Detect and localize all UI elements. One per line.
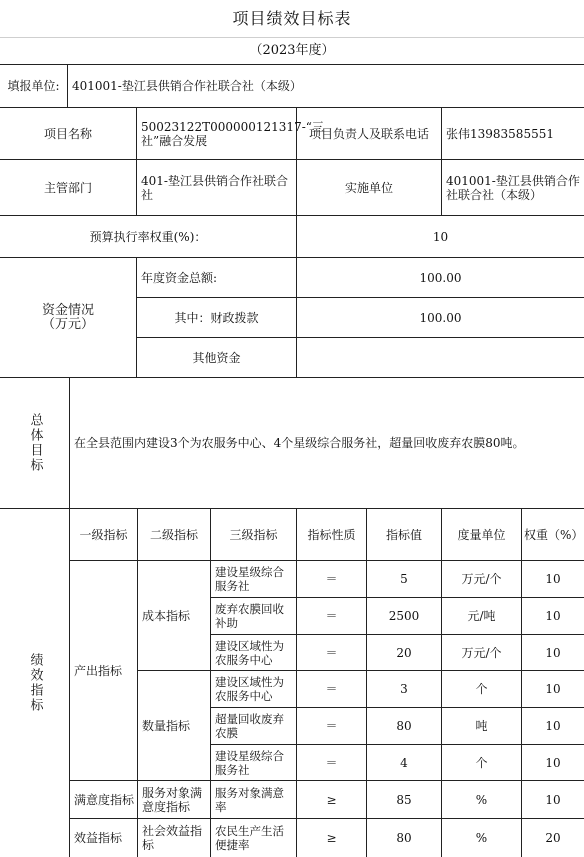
- level2-quantity: 数量指标: [138, 671, 211, 781]
- funds-fiscal-value: 100.00: [297, 298, 584, 338]
- level1-output: 产出指标: [70, 561, 138, 781]
- header-level1: 一级指标: [70, 509, 138, 561]
- filler-value: 401001-垫江县供销合作社联合社（本级）: [68, 65, 584, 108]
- row-value: 2500: [367, 598, 442, 635]
- row-value: 5: [367, 561, 442, 598]
- contact-label: 项目负责人及联系电话: [297, 108, 442, 160]
- project-name-label: 项目名称: [0, 108, 137, 160]
- row-weight: 10: [522, 598, 584, 635]
- row-nature: ≥: [297, 819, 367, 857]
- row-unit: %: [442, 781, 522, 819]
- row-nature: ＝: [297, 745, 367, 781]
- header-nature: 指标性质: [297, 509, 367, 561]
- row-level3: 超量回收废弃农膜: [211, 708, 297, 745]
- row-nature: ＝: [297, 635, 367, 671]
- row-unit: 吨: [442, 708, 522, 745]
- row-level3: 废弃农膜回收补助: [211, 598, 297, 635]
- row-level3: 建设星级综合服务社: [211, 745, 297, 781]
- overall-goal-text: 在全县范围内建设3个为农服务中心、4个星级综合服务社，超量回收废弃农膜80吨。: [70, 378, 584, 509]
- header-value: 指标值: [367, 509, 442, 561]
- row-value: 3: [367, 671, 442, 708]
- level1-benefit: 效益指标: [70, 819, 138, 857]
- sheet-year: （2023年度）: [0, 38, 584, 65]
- row-nature: ＝: [297, 671, 367, 708]
- row-nature: ≥: [297, 781, 367, 819]
- row-weight: 10: [522, 561, 584, 598]
- contact-value: 张伟13983585551: [442, 108, 584, 160]
- header-weight: 权重（%）: [522, 509, 584, 561]
- level2-satisfaction: 服务对象满意度指标: [138, 781, 211, 819]
- row-weight: 10: [522, 708, 584, 745]
- row-nature: ＝: [297, 561, 367, 598]
- sheet-title: 项目绩效目标表: [0, 0, 584, 38]
- dept-label: 主管部门: [0, 160, 137, 216]
- performance-indicators-label: 绩效指标: [0, 509, 70, 857]
- row-value: 80: [367, 819, 442, 857]
- row-weight: 20: [545, 831, 561, 845]
- row-level3: 服务对象满意率: [211, 781, 297, 819]
- funds-total-label: 年度资金总额:: [137, 258, 297, 298]
- row-unit: 元/吨: [442, 598, 522, 635]
- row-level3: 建设区域性为农服务中心: [211, 671, 297, 708]
- project-name-value: 50023122T000000121317-“三社”融合发展: [137, 108, 297, 160]
- funds-fiscal-label: 其中：财政拨款: [137, 298, 297, 338]
- row-value: 85: [367, 781, 442, 819]
- filler-label: 填报单位:: [0, 65, 68, 108]
- level1-satisfaction: 满意度指标: [70, 781, 138, 819]
- row-unit: 万元/个: [442, 561, 522, 598]
- row-value: 20: [367, 635, 442, 671]
- impl-label: 实施单位: [297, 160, 442, 216]
- header-level3: 三级指标: [211, 509, 297, 561]
- row-unit: 个: [442, 745, 522, 781]
- row-level3: 建设区域性为农服务中心: [211, 635, 297, 671]
- row-value: 4: [367, 745, 442, 781]
- funds-other-value: [297, 338, 584, 378]
- header-level2: 二级指标: [138, 509, 211, 561]
- execution-weight-value: 10: [297, 216, 584, 258]
- row-weight: 10: [522, 635, 584, 671]
- row-level3: 建设星级综合服务社: [211, 561, 297, 598]
- funds-total-value: 100.00: [297, 258, 584, 298]
- row-unit: 个: [442, 671, 522, 708]
- execution-weight-label: 预算执行率权重(%)：: [0, 216, 297, 258]
- header-unit: 度量单位: [442, 509, 522, 561]
- row-unit: 万元/个: [442, 635, 522, 671]
- row-nature: ＝: [297, 708, 367, 745]
- funds-other-label: 其他资金: [137, 338, 297, 378]
- row-value: 80: [367, 708, 442, 745]
- row-weight: 10: [522, 781, 584, 819]
- row-level3: 农民生产生活便捷率: [211, 819, 297, 857]
- level2-benefit: 社会效益指标: [138, 819, 211, 857]
- overall-goal-label: 总体目标: [0, 378, 70, 509]
- impl-value: 401001-垫江县供销合作社联合社（本级）: [442, 160, 584, 216]
- funds-label: 资金情况 （万元）: [0, 258, 137, 378]
- row-weight: 10: [522, 671, 584, 708]
- row-weight: 10: [522, 745, 584, 781]
- row-unit: %: [442, 819, 522, 857]
- dept-value: 401-垫江县供销合作社联合社: [137, 160, 297, 216]
- row-nature: ＝: [297, 598, 367, 635]
- level2-cost: 成本指标: [138, 561, 211, 671]
